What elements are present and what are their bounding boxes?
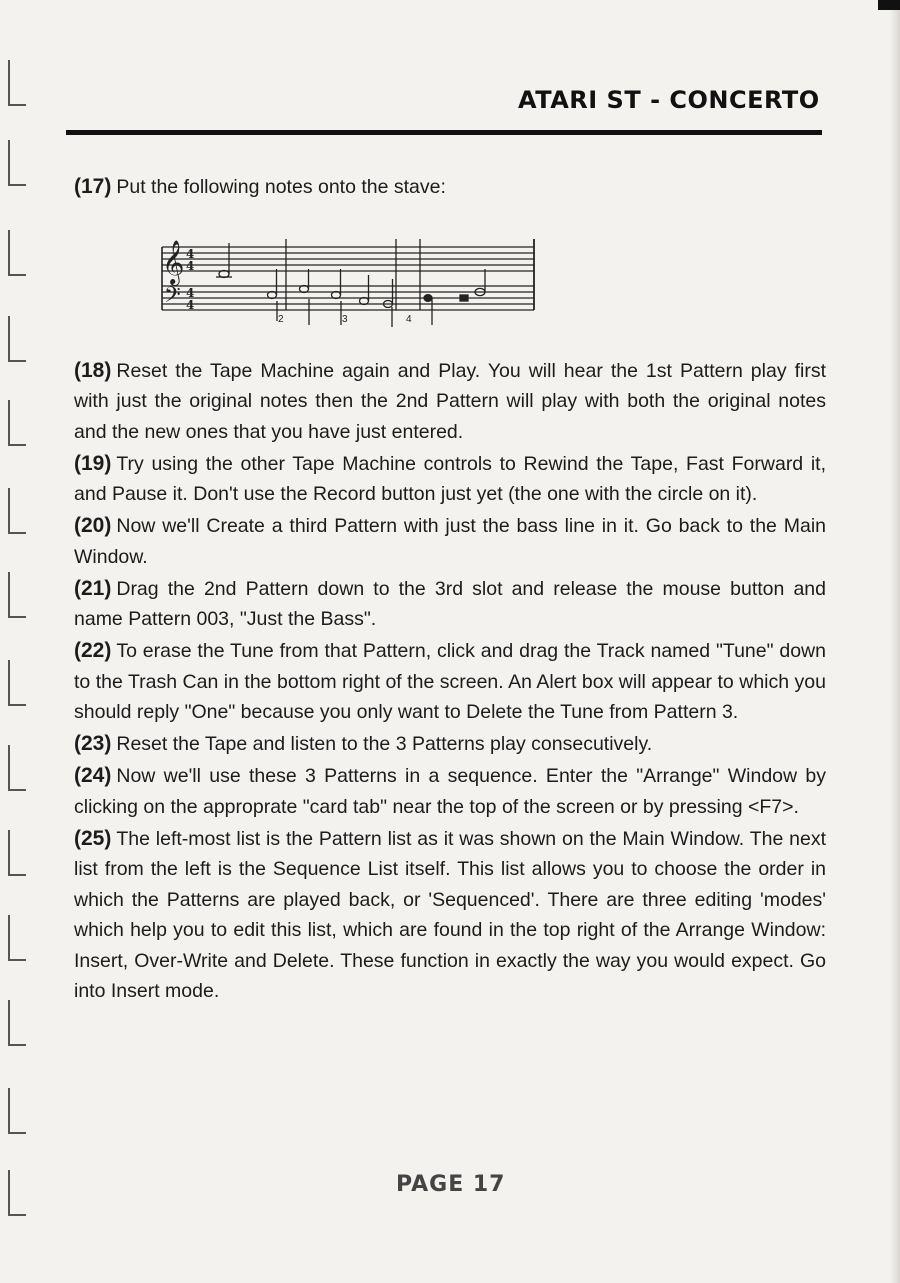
page-edge-shadow	[890, 0, 900, 1283]
bar-number: 2	[278, 313, 284, 325]
binding-mark	[8, 230, 26, 276]
step-text: The left-most list is the Pattern list as it was shown on the Main Window. The next list from the left is the Sequence List itself. This list allows you to choose the order in which the Patterns are played back, or 'Sequenced'. There are three editing 'modes' which help you to edit this list, which are found in the top right of the Arrange Window: Insert, Over-Write and Delete. These function in exactly the way you would expect. Go into Insert mode.	[74, 827, 826, 1002]
binding-mark	[8, 572, 26, 618]
binding-mark	[8, 830, 26, 876]
binding-mark	[8, 1088, 26, 1134]
binding-mark	[8, 1000, 26, 1046]
svg-text:4: 4	[186, 258, 195, 273]
step-number: (21)	[74, 576, 112, 600]
binding-mark	[8, 488, 26, 534]
bar-number: 3	[342, 313, 348, 325]
step-text: Now we'll Create a third Pattern with just the bass line in it. Go back to the Main Window.	[74, 515, 826, 568]
step-23	[74, 729, 826, 760]
treble-clef-icon: 𝄞	[162, 239, 185, 284]
binding-mark	[8, 915, 26, 961]
step-text: To erase the Tune from that Pattern, click and drag the Track named "Tune" down to the Trash Can in the bottom right of the screen. An Alert box will appear to which you should reply "One" because you only want to Delete the Tune from Pattern 3.	[74, 640, 826, 723]
step-20	[74, 511, 826, 572]
step-18	[74, 356, 826, 448]
step-number: (17)	[74, 175, 112, 198]
step-21	[74, 574, 826, 635]
binding-mark	[8, 140, 26, 186]
svg-text:4: 4	[186, 297, 195, 312]
binding-mark	[8, 745, 26, 791]
step-number: (23)	[74, 732, 112, 755]
header-rule	[66, 130, 822, 135]
page-header-title: ATARI ST - CONCERTO	[518, 86, 820, 114]
binding-mark	[8, 316, 26, 362]
step-text: Try using the other Tape Machine controls to Rewind the Tape, Fast Forward it, and Pause it. Don't use the Record button just yet (the one with the circle on it).	[74, 452, 826, 505]
svg-text:4: 4	[186, 285, 195, 300]
page-content	[74, 172, 826, 1008]
time-signature	[186, 247, 194, 312]
step-number: (24)	[74, 764, 112, 787]
step-number: (19)	[74, 451, 112, 475]
page-number: PAGE 17	[396, 1172, 506, 1197]
step-number: (22)	[74, 639, 112, 662]
bar-number: 4	[406, 313, 412, 325]
svg-text:4: 4	[186, 246, 195, 261]
music-staff	[74, 209, 826, 334]
treble-note	[216, 243, 232, 278]
bass-clef-icon: 𝄢	[164, 282, 181, 313]
binding-mark	[8, 1170, 26, 1216]
page-corner-mark	[878, 0, 900, 10]
step-17	[74, 172, 826, 203]
step-text: Put the following notes onto the stave:	[116, 176, 446, 198]
step-text: Now we'll use these 3 Patterns in a sequence. Enter the "Arrange" Window by clicking on the approprate "card tab" near the top of the screen or by pressing <F7>.	[74, 765, 826, 818]
step-number: (20)	[74, 514, 112, 537]
step-number: (25)	[74, 826, 112, 850]
binding-mark	[8, 400, 26, 446]
step-text: Drag the 2nd Pattern down to the 3rd slot and release the mouse button and name Pattern 003, "Just the Bass".	[74, 577, 826, 630]
step-25	[74, 824, 826, 1007]
step-text: Reset the Tape and listen to the 3 Patterns play consecutively.	[116, 733, 653, 755]
step-text: Reset the Tape Machine again and Play. You will hear the 1st Pattern play first with just the original notes then the 2nd Pattern will play with both the original notes and the new ones that you have just entered.	[74, 359, 826, 443]
step-number: (18)	[74, 358, 112, 382]
step-22	[74, 636, 826, 728]
step-19	[74, 449, 826, 510]
music-staff-svg	[158, 209, 538, 334]
binding-edge	[0, 0, 40, 1283]
binding-mark	[8, 660, 26, 706]
binding-mark	[8, 60, 26, 106]
step-24	[74, 761, 826, 822]
